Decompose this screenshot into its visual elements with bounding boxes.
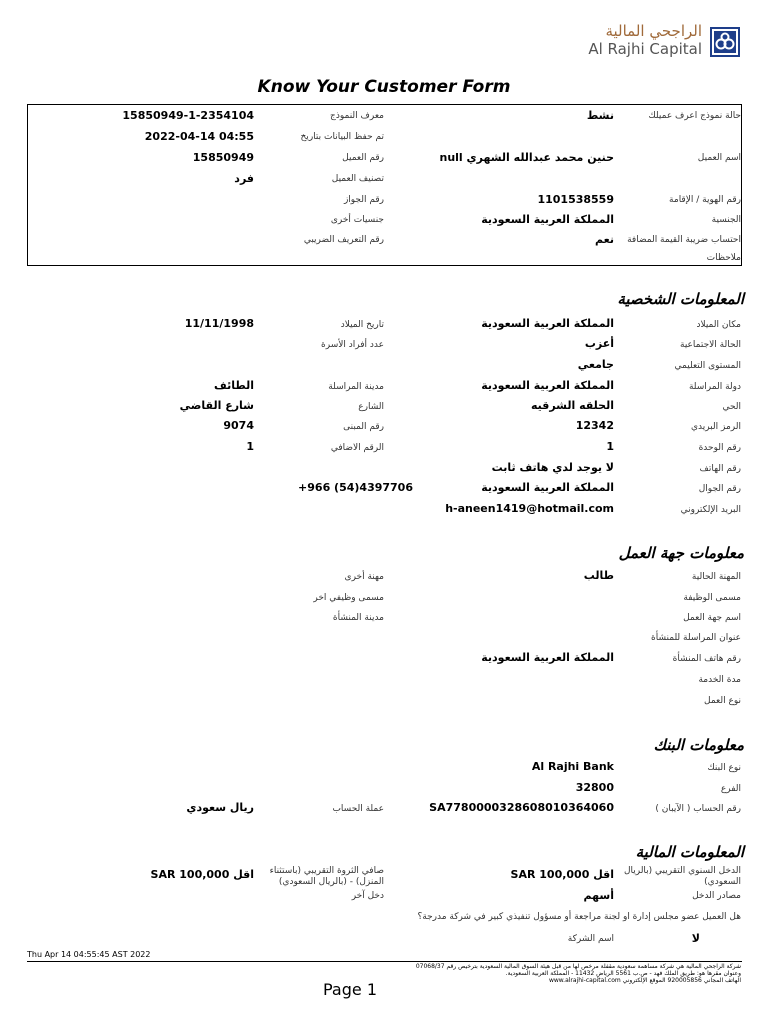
mail-country-value: المملكة العربية السعودية xyxy=(481,379,614,392)
birth-date-value: 11/11/1998 xyxy=(184,317,254,330)
employer-address-label: عنوان المراسلة للمنشأة xyxy=(651,633,741,643)
notes-label: ملاحظات xyxy=(706,253,741,263)
marital-label: الحالة الاجتماعية xyxy=(680,340,741,350)
classification-value: فرد xyxy=(234,172,254,185)
status-value: نشط xyxy=(586,109,614,122)
additional-value: 1 xyxy=(246,440,254,453)
board-answer: لا xyxy=(691,932,700,945)
customer-no-label: رقم العميل xyxy=(342,153,384,163)
id-value: 1101538559 xyxy=(537,193,614,206)
work-section-title: معلومات جهة العمل xyxy=(618,544,744,562)
email-value: h-aneen1419@hotmail.com xyxy=(445,502,614,515)
saved-value: 2022-04-14 04:55 xyxy=(144,130,254,143)
other-occupation-label: مهنة أخرى xyxy=(344,572,384,582)
employer-label: اسم جهة العمل xyxy=(683,613,741,623)
district-label: الحي xyxy=(722,402,741,412)
birth-date-label: تاريخ الميلاد xyxy=(340,320,384,330)
education-label: المستوى التعليمي xyxy=(674,361,741,371)
customer-name-label: اسم العميل xyxy=(697,153,741,163)
employer-city-label: مدينة المنشأة xyxy=(332,613,384,623)
other-nationalities-label: جنسيات أخرى xyxy=(330,215,384,225)
other-job-title-label: مسمى وظيفي اخر xyxy=(313,593,384,603)
building-value: 9074 xyxy=(223,419,254,432)
other-income-label: دخل آخر xyxy=(351,891,384,901)
footer-divider xyxy=(27,961,742,962)
mobile-label: رقم الجوال xyxy=(698,484,741,494)
tax-id-label: رقم التعريف الضريبي xyxy=(303,235,384,245)
district-value: الحلقه الشرقيه xyxy=(530,399,614,412)
phone-value: لا يوجد لدي هاتف ثابت xyxy=(491,461,614,474)
account-value: SA7780000328608010364060 xyxy=(429,801,614,814)
bank-type-label: نوع البنك xyxy=(707,763,741,773)
footer-legal-line1: شركة الراجحي المالية هي شركة مساهمة سعودية مقفلة مرخص لها من قبل هيئة السوق المالية السعودية بترخيص رقم 07068/37 xyxy=(415,963,741,970)
mail-country-label: دولة المراسلة xyxy=(688,382,741,392)
vat-value: نعم xyxy=(595,233,614,246)
occupation-label: المهنة الحالية xyxy=(691,572,741,582)
net-worth-value: SAR 100,000 اقل xyxy=(150,868,254,881)
building-label: رقم المبنى xyxy=(343,422,384,432)
footer-legal-line2: وعنوان مقرها هو: طريق الملك فهد - ص.ب 5561 الرياض 11432 - المملكة العربية السعودية. xyxy=(505,970,741,977)
street-label: الشارع xyxy=(358,402,384,412)
branch-value: 32800 xyxy=(575,781,614,794)
branch-label: الفرع xyxy=(720,784,741,794)
nationality-value: المملكة العربية السعودية xyxy=(481,213,614,226)
status-label: حالة نموذج اعرف عميلك xyxy=(648,111,741,121)
footer-legal-line3: الهاتف المجاني 920005856 الموقع الإلكتروني www.alrajhi-capital.com xyxy=(548,977,741,984)
saved-label: تم حفظ البيانات بتاريخ xyxy=(300,132,384,142)
postal-value: 12342 xyxy=(575,419,614,432)
financial-section-title: المعلومات المالية xyxy=(635,843,744,861)
form-title: Know Your Customer Form xyxy=(257,77,511,97)
education-value: جامعي xyxy=(577,358,614,371)
unit-value: 1 xyxy=(606,440,614,453)
work-type-label: نوع العمل xyxy=(704,696,741,706)
logo-text-ar: الراجحي المالية xyxy=(605,22,702,40)
customer-name-value: حنين محمد عبدالله الشهري null xyxy=(439,151,614,164)
family-label: عدد أفراد الأسرة xyxy=(321,340,384,350)
passport-label: رقم الجواز xyxy=(343,195,384,205)
additional-label: الرقم الاضافي xyxy=(330,443,384,453)
occupation-value: طالب xyxy=(583,569,614,582)
page-number: Page 1 xyxy=(323,980,377,999)
street-value: شارع القاضي xyxy=(179,399,254,412)
employer-phone-label: رقم هاتف المنشأة xyxy=(672,654,741,664)
bank-type-value: Al Rajhi Bank xyxy=(531,760,614,773)
board-question: هل العميل عضو مجلس إدارة او لجنة مراجعة أو مسؤول تنفيذي كبير في شركة مدرجة؟ xyxy=(417,912,741,922)
logo-icon xyxy=(710,27,740,57)
phone-label: رقم الهاتف xyxy=(699,464,741,474)
vat-label: احتساب ضريبة القيمة المضافة xyxy=(627,235,741,245)
account-label: رقم الحساب ( الآيبان ) xyxy=(655,804,741,814)
logo-text-en: Al Rajhi Capital xyxy=(588,40,702,58)
unit-label: رقم الوحدة xyxy=(698,443,741,453)
employer-phone-value: المملكة العربية السعودية xyxy=(481,651,614,664)
birth-place-value: المملكة العربية السعودية xyxy=(481,317,614,330)
income-value: SAR 100,000 اقل xyxy=(510,868,614,881)
company-name-label: اسم الشركة xyxy=(567,934,614,944)
birth-place-label: مكان الميلاد xyxy=(696,320,741,330)
currency-value: ريال سعودي xyxy=(186,801,254,814)
income-label: الدخل السنوي التقريبي (بالريال السعودي) xyxy=(623,866,741,887)
mail-city-value: الطائف xyxy=(214,379,254,392)
service-label: مدة الخدمة xyxy=(698,675,741,685)
classification-label: تصنيف العميل xyxy=(331,174,384,184)
mobile-value: +966 (54)4397706 xyxy=(298,481,413,494)
form-id-value: 15850949-1-2354104 xyxy=(122,109,254,122)
net-worth-label: صافي الثروة التقريبي (باستثناء المنزل) - (بالريال السعودي) xyxy=(269,866,384,887)
marital-value: أعزب xyxy=(584,337,614,350)
nationality-label: الجنسية xyxy=(711,215,741,225)
income-source-value: أسهم xyxy=(583,889,614,902)
currency-label: عملة الحساب xyxy=(332,804,384,814)
postal-label: الرمز البريدي xyxy=(690,422,741,432)
mobile-country: المملكة العربية السعودية xyxy=(481,481,614,494)
personal-section-title: المعلومات الشخصية xyxy=(617,290,744,308)
customer-no-value: 15850949 xyxy=(192,151,254,164)
id-label: رقم الهوية / الإقامة xyxy=(669,195,741,205)
email-label: البريد الإلكتروني xyxy=(680,505,741,515)
job-title-label: مسمى الوظيفة xyxy=(683,593,741,603)
form-id-label: معرف النموذج xyxy=(330,111,384,121)
income-source-label: مصادر الدخل xyxy=(692,891,741,901)
bank-section-title: معلومات البنك xyxy=(653,736,744,754)
mail-city-label: مدينة المراسلة xyxy=(328,382,384,392)
footer-timestamp: Thu Apr 14 04:55:45 AST 2022 xyxy=(27,950,151,959)
